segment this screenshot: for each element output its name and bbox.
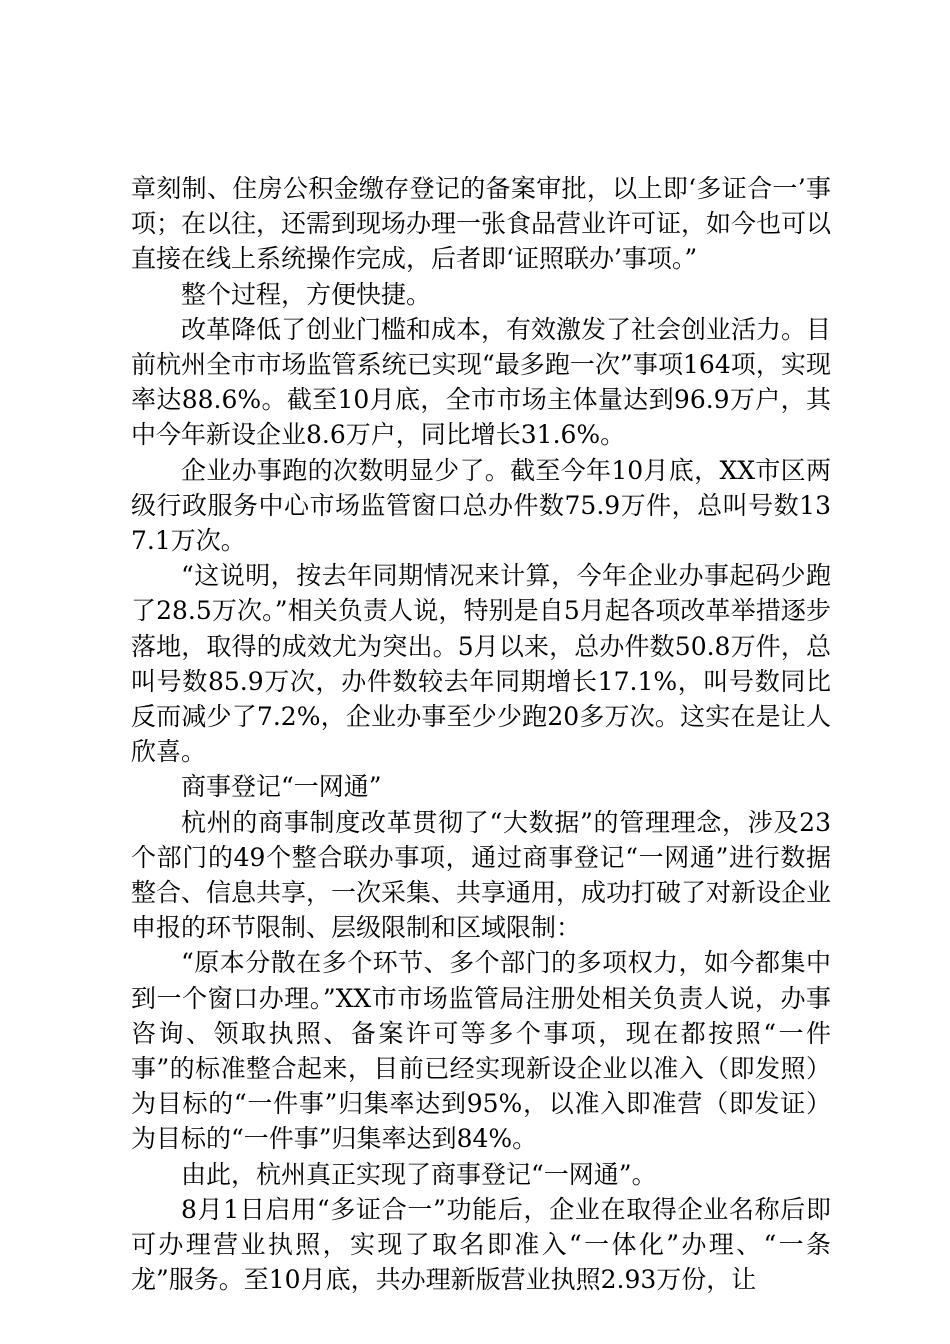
document-body (131, 171, 831, 1298)
paragraph: 企业办事跑的次数明显少了。截至今年10月底，XX市区两级行政服务中心市场监管窗口总办件数75.9万件，总叫号数137.1万次。 (131, 455, 831, 556)
paragraph: 改革降低了创业门槛和成本，有效激发了社会创业活力。目前杭州全市市场监管系统已实现“最多跑一次”事项164项，实现率达88.6%。截至10月底，全市市场主体量达到96.9万户，其中今年新设企业8.6万户，同比增长31.6%。 (131, 314, 832, 450)
paragraph: “这说明，按去年同期情况来计算，今年企业办事起码少跑了28.5万次。”相关负责人说，特别是自5月起各项改革举措逐步落地，取得的成效尤为突出。5月以来，总办件数50.8万件，总叫号数85.9万次，办件数较去年同期增长17.1%，叫号数同比反而减少了7.2%，企业办事至少少跑20多万次。这实在是让人欣喜。 (131, 561, 831, 767)
paragraph: 由此，杭州真正实现了商事登记“一网通”。 (181, 1159, 657, 1189)
paragraph: 8月1日启用“多证合一”功能后，企业在取得企业名称后即可办理营业执照，实现了取名即准入“一体化”办理、“一条龙”服务。至10月底，共办理新版营业执照2.93万份，让 (131, 1194, 831, 1295)
paragraph: 整个过程，方便快捷。 (181, 279, 432, 309)
paragraph: “原本分散在多个环节、多个部门的多项权力，如今都集中到一个窗口办理。”XX市市场监管局注册处相关负责人说，办事咨询、领取执照、备案许可等多个事项，现在都按照“一件事”的标准整合起来，目前已经实现新设企业以准入（即发照）为目标的“一件事”归集率达到95%，以准入即准营（即发证）为目标的“一件事”归集率达到84%。 (131, 948, 831, 1154)
paragraph: 杭州的商事制度改革贯彻了“大数据”的管理理念，涉及23个部门的49个整合联办事项，通过商事登记“一网通”进行数据整合、信息共享，一次采集、共享通用，成功打破了对新设企业申报的环节限制、层级限制和区域限制： (131, 807, 832, 943)
paragraph-continuation: 章刻制、住房公积金缴存登记的备案审批，以上即‘多证合一’事项；在以往，还需到现场办理一张食品营业许可证，如今也可以直接在线上系统操作完成，后者即‘证照联办’事项。” (131, 174, 832, 274)
section-heading: 商事登记“一网通” (181, 772, 382, 802)
